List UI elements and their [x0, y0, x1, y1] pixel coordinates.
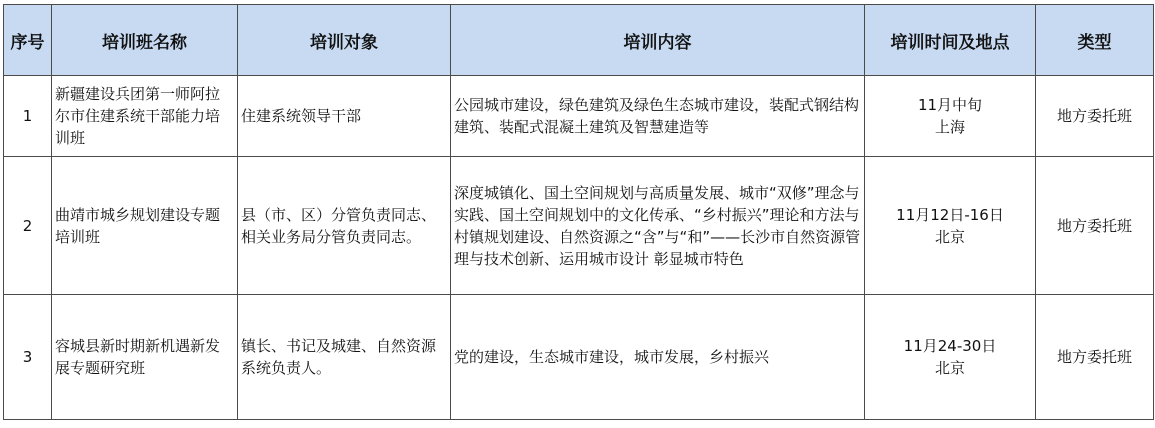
cell-target[interactable]: 镇长、书记及城建、自然资源系统负责人。	[238, 295, 451, 420]
header-target[interactable]: 培训对象	[238, 5, 451, 76]
table-row	[4, 157, 1154, 295]
cell-target[interactable]: 县（市、区）分管负责同志、相关业务局分管负责同志。	[238, 157, 451, 295]
cell-content[interactable]: 党的建设，生态城市建设，城市发展，乡村振兴	[451, 295, 865, 420]
cell-time: 11月24-30日	[903, 337, 997, 355]
cell-name[interactable]: 曲靖市城乡规划建设专题培训班	[52, 157, 238, 295]
cell-no[interactable]: 3	[4, 295, 52, 420]
cell-place: 上海	[934, 118, 965, 136]
cell-time: 11月中旬	[917, 96, 983, 114]
header-time-place[interactable]: 培训时间及地点	[865, 5, 1036, 76]
cell-name[interactable]: 容城县新时期新机遇新发展专题研究班	[52, 295, 238, 420]
header-name[interactable]: 培训班名称	[52, 5, 238, 76]
cell-time-place[interactable]	[865, 295, 1036, 420]
cell-name[interactable]: 新疆建设兵团第一师阿拉尔市住建系统干部能力培训班	[52, 76, 238, 157]
table-row	[4, 295, 1154, 420]
cell-place: 北京	[934, 227, 965, 246]
cell-time: 11月12日-16日	[896, 205, 1004, 224]
header-content[interactable]: 培训内容	[451, 5, 865, 76]
cell-type[interactable]: 地方委托班	[1036, 157, 1154, 295]
training-table	[3, 4, 1154, 420]
table-row	[4, 76, 1154, 157]
cell-time-place[interactable]	[865, 76, 1036, 157]
cell-place: 北京	[934, 359, 965, 377]
cell-no[interactable]: 1	[4, 76, 52, 157]
cell-time-place[interactable]	[865, 157, 1036, 295]
header-type[interactable]: 类型	[1036, 5, 1154, 76]
header-no[interactable]: 序号	[4, 5, 52, 76]
cell-content[interactable]: 公园城市建设，绿色建筑及绿色生态城市建设，装配式钢结构建筑、装配式混凝土建筑及智慧建造等	[451, 76, 865, 157]
cell-content[interactable]: 深度城镇化、国土空间规划与高质量发展、城市“双修”理念与实践、国土空间规划中的文化传承、“乡村振兴”理论和方法与村镇规划建设、自然资源之“含”与“和”——长沙市自然资源管理与技术创新、运用城市设计 彰显城市特色	[451, 157, 865, 295]
cell-type[interactable]: 地方委托班	[1036, 295, 1154, 420]
cell-target[interactable]: 住建系统领导干部	[238, 76, 451, 157]
header-row	[4, 5, 1154, 76]
cell-no[interactable]: 2	[4, 157, 52, 295]
cell-type[interactable]: 地方委托班	[1036, 76, 1154, 157]
